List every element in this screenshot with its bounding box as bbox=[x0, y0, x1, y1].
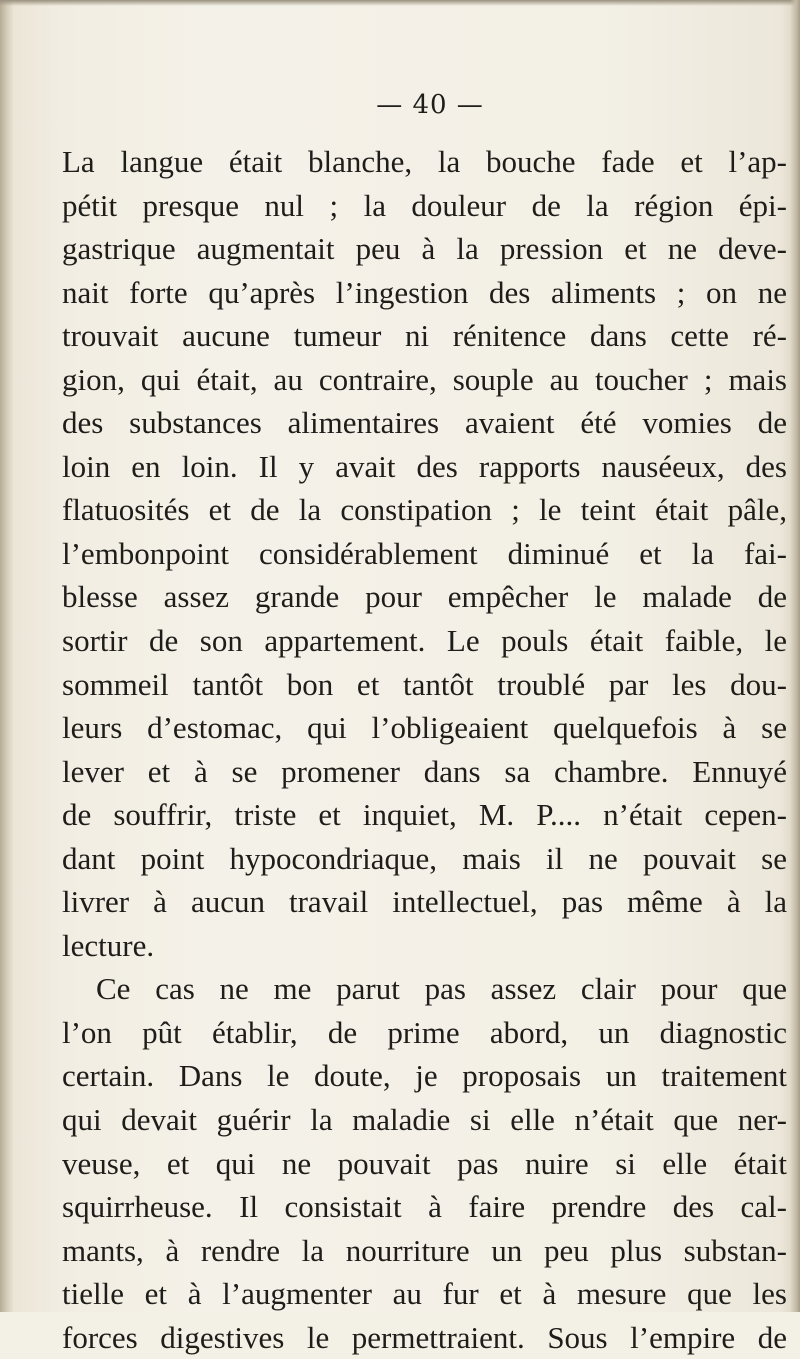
text-line: tielle et à l’augmenter au fur et à mesure que les bbox=[62, 1276, 787, 1312]
text-line: veuse, et qui ne pouvait pas nuire si elle était bbox=[62, 1145, 787, 1181]
text-line: La langue était blanche, la bouche fade et l’ap- bbox=[62, 144, 787, 179]
text-line: lever et à se promener dans sa chambre. Ennuyé bbox=[62, 753, 787, 789]
text-line: trouvait aucune tumeur ni rénitence dans cette ré- bbox=[62, 318, 787, 354]
text-line: squirrheuse. Il consistait à faire prendre des cal- bbox=[62, 1189, 787, 1225]
page-top-edge bbox=[0, 0, 800, 6]
text-line: gastrique augmentait peu à la pression et ne deve- bbox=[62, 231, 787, 267]
text-line: qui devait guérir la maladie si elle n’était que ner- bbox=[62, 1102, 787, 1138]
text-line: blesse assez grande pour empêcher le malade de bbox=[62, 579, 787, 615]
text-line: sommeil tantôt bon et tantôt troublé par les dou- bbox=[62, 666, 787, 702]
body-text bbox=[62, 140, 787, 1359]
text-line: dant point hypocondriaque, mais il ne pouvait se bbox=[62, 840, 787, 876]
page-right-edge bbox=[790, 0, 800, 1312]
text-line: nait forte qu’après l’ingestion des aliments ; on ne bbox=[62, 274, 787, 310]
text-line: loin en loin. Il y avait des rapports nauséeux, des bbox=[62, 448, 787, 484]
text-line: mants, à rendre la nourriture un peu plus substan- bbox=[62, 1232, 787, 1268]
text-line: livrer à aucun travail intellectuel, pas même à la bbox=[62, 884, 787, 920]
text-line: l’embonpoint considérablement diminué et la fai- bbox=[62, 535, 787, 571]
page-left-edge bbox=[0, 0, 14, 1312]
text-line: leurs d’estomac, qui l’obligeaient quelquefois à se bbox=[62, 710, 787, 746]
page-number: — 40 — bbox=[376, 90, 484, 120]
text-line: gion, qui était, au contraire, souple au toucher ; mais bbox=[62, 361, 787, 397]
text-line: flatuosités et de la constipation ; le teint était pâle, bbox=[62, 492, 787, 528]
text-line: des substances alimentaires avaient été vomies de bbox=[62, 405, 787, 441]
text-line: pétit presque nul ; la douleur de la région épi- bbox=[62, 187, 787, 223]
text-line: certain. Dans le doute, je proposais un traitement bbox=[62, 1058, 787, 1094]
text-line: sortir de son appartement. Le pouls était faible, le bbox=[62, 623, 787, 659]
text-line: l’on pût établir, de prime abord, un diagnostic bbox=[62, 1014, 787, 1050]
text-line-paragraph-end: lecture. bbox=[62, 927, 155, 963]
text-line: de souffrir, triste et inquiet, M. P.... n’était cepen- bbox=[62, 797, 787, 833]
text-line: forces digestives le permettraient. Sous l’empire de bbox=[62, 1319, 787, 1355]
text-line-paragraph-start: Ce cas ne me parut pas assez clair pour que bbox=[96, 971, 787, 1007]
